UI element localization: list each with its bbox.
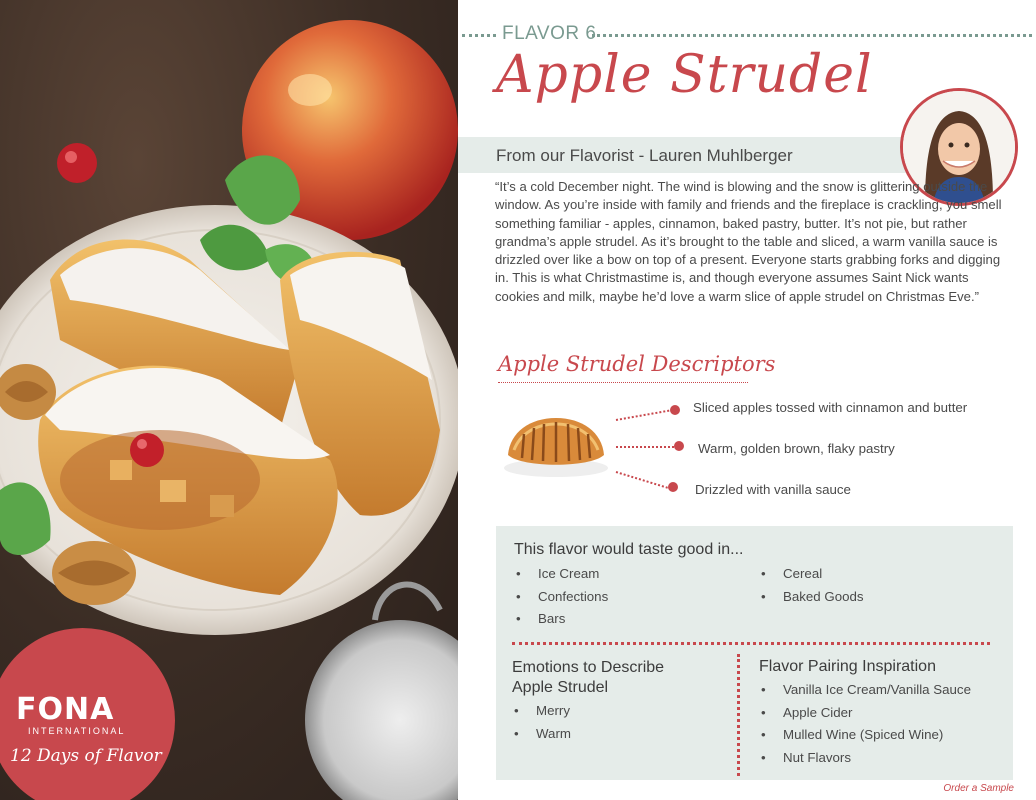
list-item: • Mulled Wine (Spiced Wine): [759, 724, 971, 747]
hero-photo: [0, 0, 458, 800]
brand-tagline: 12 Days of Flavor: [10, 746, 162, 766]
fona-logo-subtitle: INTERNATIONAL: [28, 726, 126, 736]
header-divider-right: [592, 34, 1032, 37]
taste-good-list-2: [759, 563, 864, 608]
emotions-list: [512, 700, 571, 745]
list-item: • Bars: [514, 608, 608, 631]
strudel-pastry-image: [500, 410, 612, 480]
list-item: • Baked Goods: [759, 586, 864, 609]
list-item: • Merry: [512, 700, 571, 723]
descriptors-underline: [498, 382, 748, 383]
panel-divider-vertical: [737, 654, 740, 776]
descriptor-item-2: Warm, golden brown, flaky pastry: [698, 441, 895, 456]
emotions-heading: [512, 658, 664, 698]
descriptor-dot-1: [670, 405, 680, 415]
panel-divider-horizontal: [512, 642, 990, 645]
order-sample-link[interactable]: Order a Sample: [943, 783, 1014, 794]
taste-good-heading: This flavor would taste good in...: [514, 541, 744, 558]
flavorist-label: From our Flavorist - Lauren Muhlberger: [496, 146, 793, 165]
flavor-info-panel: [496, 526, 1013, 780]
descriptor-connector-2: [616, 446, 674, 448]
fona-logo: FONA: [16, 692, 115, 727]
descriptor-dot-3: [668, 482, 678, 492]
list-item: • Ice Cream: [514, 563, 608, 586]
page-title: Apple Strudel: [496, 45, 873, 105]
descriptor-connector-3: [616, 471, 668, 489]
descriptor-item-1: Sliced apples tossed with cinnamon and butter: [693, 400, 968, 415]
header-divider-left: [462, 34, 496, 37]
list-item: • Vanilla Ice Cream/Vanilla Sauce: [759, 679, 971, 702]
list-item: • Apple Cider: [759, 702, 971, 725]
flavorist-quote: “It’s a cold December night. The wind is blowing and the snow is glittering outside the window. As you’re inside with family and friends and the fireplace is crackling, you smell something familiar - apples, cinnamon, baked pastry, butter. It’s not pie, but rather grandma’s apple strudel. As it’s brought to the table and sliced, a warm vanilla sauce is drizzled over like a bow on top of a present. Everyone starts grabbing forks and digging in. This is what Christmastime is, and though everyone assumes Saint Nick wants cookies and milk, maybe he’d love a warm slice of apple strudel on Christmas Eve.”: [495, 179, 1002, 304]
flavor-number: FLAVOR 6: [502, 23, 597, 44]
taste-good-list-1: [514, 563, 608, 631]
list-item: • Warm: [512, 723, 571, 746]
list-item: • Nut Flavors: [759, 747, 971, 770]
list-item: • Cereal: [759, 563, 864, 586]
pairing-list: [759, 679, 971, 769]
list-item: • Confections: [514, 586, 608, 609]
emotions-heading-line2: Apple Strudel: [512, 679, 609, 696]
content-panel: [458, 0, 1036, 800]
emotions-heading-line1: Emotions to Describe: [512, 659, 665, 676]
descriptor-item-3: Drizzled with vanilla sauce: [695, 482, 851, 497]
descriptor-dot-2: [674, 441, 684, 451]
descriptors-title: Apple Strudel Descriptors: [498, 352, 776, 376]
pairing-heading: Flavor Pairing Inspiration: [759, 658, 936, 675]
descriptor-connector-1: [616, 410, 670, 421]
